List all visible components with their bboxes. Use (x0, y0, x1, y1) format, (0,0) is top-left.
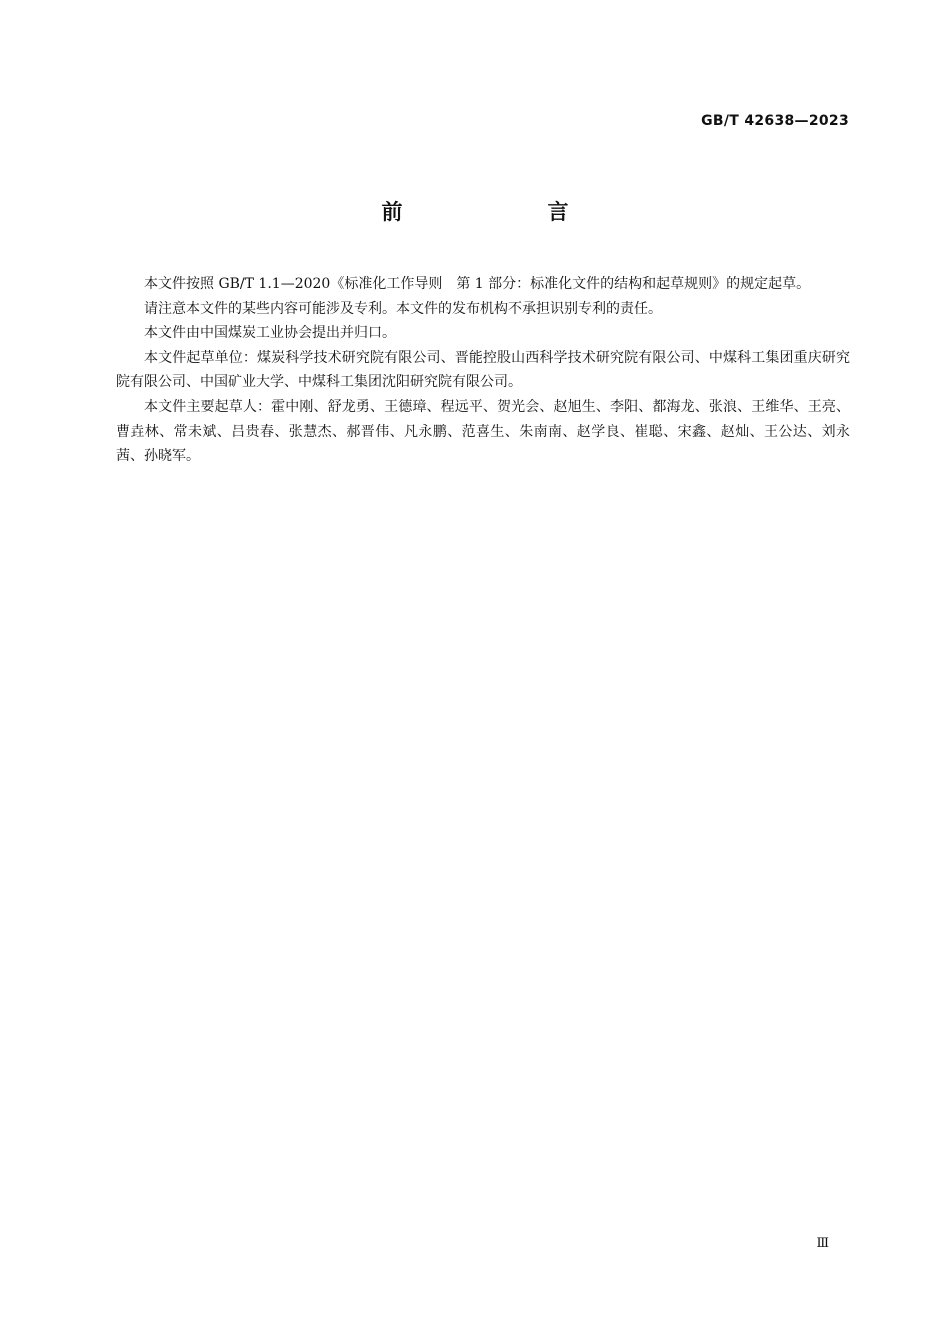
paragraph-drafters: 本文件主要起草人：霍中刚、舒龙勇、王德璋、程远平、贺光会、赵旭生、李阳、都海龙、张浪、王维华、王亮、曹垚林、常未斌、吕贵春、张慧杰、郝晋伟、凡永鹏、范喜生、朱南南、赵学良、崔聪、宋鑫、赵灿、王公达、刘永茜、孙晓军。 (116, 398, 850, 465)
paragraph-patent-notice: 请注意本文件的某些内容可能涉及专利。本文件的发布机构不承担识别专利的责任。 (144, 300, 662, 317)
paragraph-drafting-units: 本文件起草单位：煤炭科学技术研究院有限公司、晋能控股山西科学技术研究院有限公司、中煤科工集团重庆研究院有限公司、中国矿业大学、中煤科工集团沈阳研究院有限公司。 (116, 349, 850, 391)
page-number: Ⅲ (816, 1236, 828, 1251)
paragraph-drafting-rules: 本文件按照 GB/T 1.1—2020《标准化工作导则 第 1 部分：标准化文件的结构和起草规则》的规定起草。 (144, 276, 811, 292)
page-title: 前 言 (381, 200, 631, 224)
paragraph-proposer: 本文件由中国煤炭工业协会提出并归口。 (144, 325, 396, 342)
document-body (116, 272, 850, 469)
standard-code: GB/T 42638—2023 (701, 113, 849, 129)
